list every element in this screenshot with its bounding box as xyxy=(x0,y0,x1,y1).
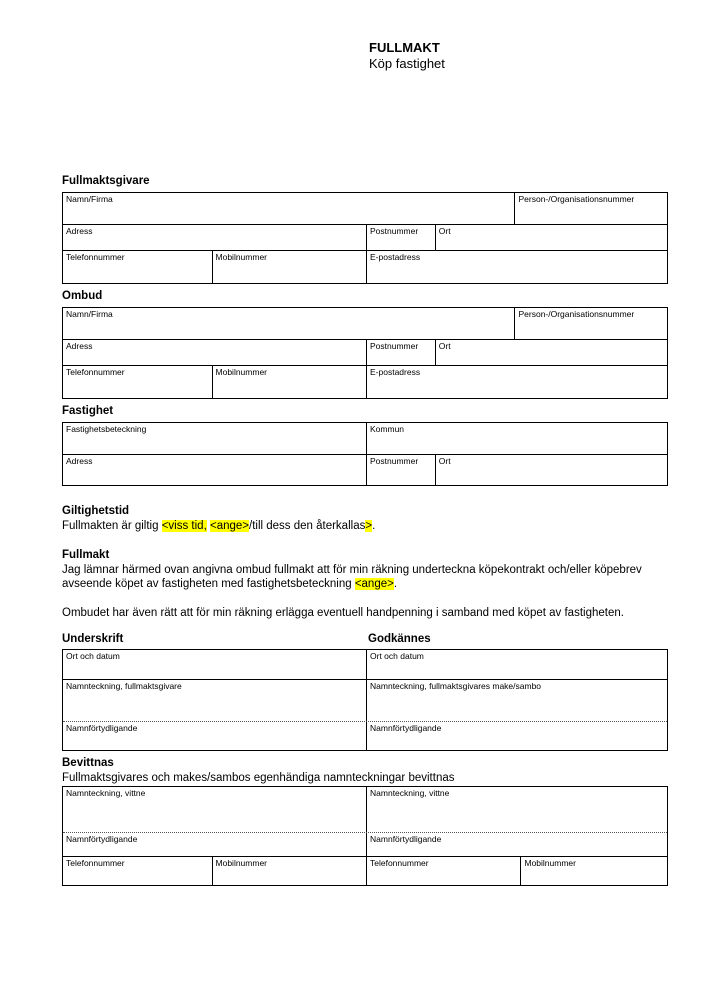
field-label: Mobilnummer xyxy=(524,858,576,868)
field-label: Mobilnummer xyxy=(215,252,268,262)
field-namnteckning-vittne-2[interactable] xyxy=(366,787,667,832)
form-table-underskrift xyxy=(62,649,668,751)
field-namnteckning-fullmaktsgivare[interactable] xyxy=(63,680,366,721)
section-heading-fullmakt: Fullmakt xyxy=(62,549,110,561)
bevittnas-subtitle: Fullmaktsgivares och makes/sambos egenhändiga namnteckningar bevittnas xyxy=(62,772,455,784)
field-telefonnummer-vittne-1[interactable] xyxy=(63,857,212,885)
fullmakt-paragraph-2: Ombudet har även rätt att för min räkning erlägga eventuell handpenning i samband med köpet av fastigheten. xyxy=(62,607,624,619)
form-table-row xyxy=(63,721,667,750)
form-table-row xyxy=(63,423,667,454)
field-label: Namnteckning, vittne xyxy=(370,788,450,798)
field-label: Postnummer xyxy=(370,456,419,466)
field-label: Person-/Organisationsnummer xyxy=(518,194,635,204)
field-label: Namn/Firma xyxy=(66,309,113,319)
field-label: Namnförtydligande xyxy=(66,834,138,844)
form-table-row xyxy=(63,224,667,250)
form-table-row xyxy=(63,308,667,339)
field-label: Namn/Firma xyxy=(66,194,113,204)
field-label: Ort och datum xyxy=(66,651,120,661)
form-table-row xyxy=(63,193,667,224)
field-ombud-postnummer[interactable] xyxy=(366,340,435,365)
field-fastighet-fastighetsbeteckning[interactable] xyxy=(63,423,366,454)
field-fullmaktsgivare-e-postadress[interactable] xyxy=(366,251,667,283)
field-fullmaktsgivare-telefonnummer[interactable] xyxy=(63,251,212,283)
form-table-row xyxy=(63,679,667,721)
field-namnfortydligande-vittne-1[interactable] xyxy=(63,833,366,856)
form-table-row xyxy=(63,787,667,832)
title-block xyxy=(369,40,445,72)
field-label: Ort och datum xyxy=(370,651,424,661)
field-namnfortydligande-vittne-2[interactable] xyxy=(366,833,667,856)
field-label: Telefonnummer xyxy=(66,367,125,377)
field-ombud-telefonnummer[interactable] xyxy=(63,366,212,398)
field-fullmaktsgivare-postnummer[interactable] xyxy=(366,225,435,250)
text-segment: . xyxy=(393,578,398,590)
text-segment: . xyxy=(372,520,376,532)
form-table-row xyxy=(63,454,667,485)
field-label: Adress xyxy=(66,456,93,466)
field-ombud-mobilnummer[interactable] xyxy=(212,366,367,398)
section-heading-fastighet: Fastighet xyxy=(62,405,114,417)
form-table-row xyxy=(63,856,667,885)
field-mobilnummer-vittne-1[interactable] xyxy=(212,857,366,885)
document-subtitle: Köp fastighet xyxy=(369,56,445,71)
field-fastighet-ort[interactable] xyxy=(435,455,667,485)
field-label: Postnummer xyxy=(370,341,419,351)
highlighted-placeholder: > xyxy=(365,520,373,532)
form-table-bevittnas xyxy=(62,786,668,886)
form-table-fullmaktsgivare xyxy=(62,192,668,284)
field-label: Mobilnummer xyxy=(215,858,268,868)
section-heading-underskrift: Underskrift xyxy=(62,633,124,645)
field-fullmaktsgivare-namn-firma[interactable] xyxy=(63,193,514,224)
field-mobilnummer-vittne-2[interactable] xyxy=(520,857,667,885)
field-ombud-adress[interactable] xyxy=(63,340,366,365)
field-label: Telefonnummer xyxy=(66,252,125,262)
section-heading-ombud: Ombud xyxy=(62,290,103,302)
section-heading-godkannes: Godkännes xyxy=(368,633,431,645)
text-segment: Fullmakten är giltig xyxy=(62,520,162,532)
field-label: Telefonnummer xyxy=(370,858,429,868)
field-fastighet-postnummer[interactable] xyxy=(366,455,435,485)
field-fullmaktsgivare-person-organisationsnummer[interactable] xyxy=(514,193,667,224)
field-label: Namnteckning, vittne xyxy=(66,788,146,798)
field-label: Ort xyxy=(438,226,451,236)
field-label: Namnförtydligande xyxy=(66,723,138,733)
field-label: Telefonnummer xyxy=(66,858,125,868)
field-label: Namnförtydligande xyxy=(370,723,442,733)
giltighetstid-text xyxy=(62,519,668,533)
field-godkannes-namnfortydligande[interactable] xyxy=(366,722,667,750)
form-table-row xyxy=(63,339,667,365)
field-label: Kommun xyxy=(370,424,405,434)
highlighted-placeholder: <ange> xyxy=(354,578,394,590)
field-ombud-namn-firma[interactable] xyxy=(63,308,514,339)
document-title: FULLMAKT xyxy=(369,40,440,55)
section-heading-bevittnas: Bevittnas xyxy=(62,757,114,769)
field-label: Adress xyxy=(66,341,93,351)
form-table-row xyxy=(63,250,667,283)
field-label: Adress xyxy=(66,226,93,236)
highlighted-placeholder: <viss tid, xyxy=(161,520,207,532)
section-heading-giltighetstid: Giltighetstid xyxy=(62,505,130,517)
field-label: Mobilnummer xyxy=(215,367,268,377)
field-fastighet-adress[interactable] xyxy=(63,455,366,485)
field-label: Postnummer xyxy=(370,226,419,236)
field-underskrift-ort-och-datum[interactable] xyxy=(63,650,366,679)
fullmakt-paragraph-1 xyxy=(62,563,668,591)
field-label: E-postadress xyxy=(370,367,421,377)
field-label: Ort xyxy=(438,341,451,351)
field-label: Ort xyxy=(438,456,451,466)
text-segment: Jag lämnar härmed ovan angivna ombud fullmakt att för min räkning underteckna köpekontrakt och/eller köpebrev avseende köpet av fastigheten med fastighetsbeteckning xyxy=(62,564,642,590)
field-namnteckning-make-sambo[interactable] xyxy=(366,680,667,721)
field-namnteckning-vittne-1[interactable] xyxy=(63,787,366,832)
field-fullmaktsgivare-mobilnummer[interactable] xyxy=(212,251,367,283)
form-table-row xyxy=(63,365,667,398)
field-fastighet-kommun[interactable] xyxy=(366,423,667,454)
field-label: E-postadress xyxy=(370,252,421,262)
field-label: Namnförtydligande xyxy=(370,834,442,844)
field-ombud-e-postadress[interactable] xyxy=(366,366,667,398)
form-table-row xyxy=(63,832,667,856)
field-underskrift-namnfortydligande[interactable] xyxy=(63,722,366,750)
field-label: Fastighetsbeteckning xyxy=(66,424,147,434)
form-table-fastighet xyxy=(62,422,668,486)
field-ombud-person-organisationsnummer[interactable] xyxy=(514,308,667,339)
text-segment: /till dess den återkallas xyxy=(249,520,366,532)
highlighted-placeholder: <ange> xyxy=(209,520,249,532)
form-table-row xyxy=(63,650,667,679)
section-heading-fullmaktsgivare: Fullmaktsgivare xyxy=(62,175,150,187)
field-telefonnummer-vittne-2[interactable] xyxy=(366,857,520,885)
field-label: Namnteckning, fullmaktsgivares make/sambo xyxy=(370,681,542,691)
field-godkannes-ort-och-datum[interactable] xyxy=(366,650,667,679)
field-ombud-ort[interactable] xyxy=(435,340,667,365)
field-fullmaktsgivare-ort[interactable] xyxy=(435,225,667,250)
field-label: Namnteckning, fullmaktsgivare xyxy=(66,681,182,691)
field-label: Person-/Organisationsnummer xyxy=(518,309,635,319)
field-fullmaktsgivare-adress[interactable] xyxy=(63,225,366,250)
form-table-ombud xyxy=(62,307,668,399)
